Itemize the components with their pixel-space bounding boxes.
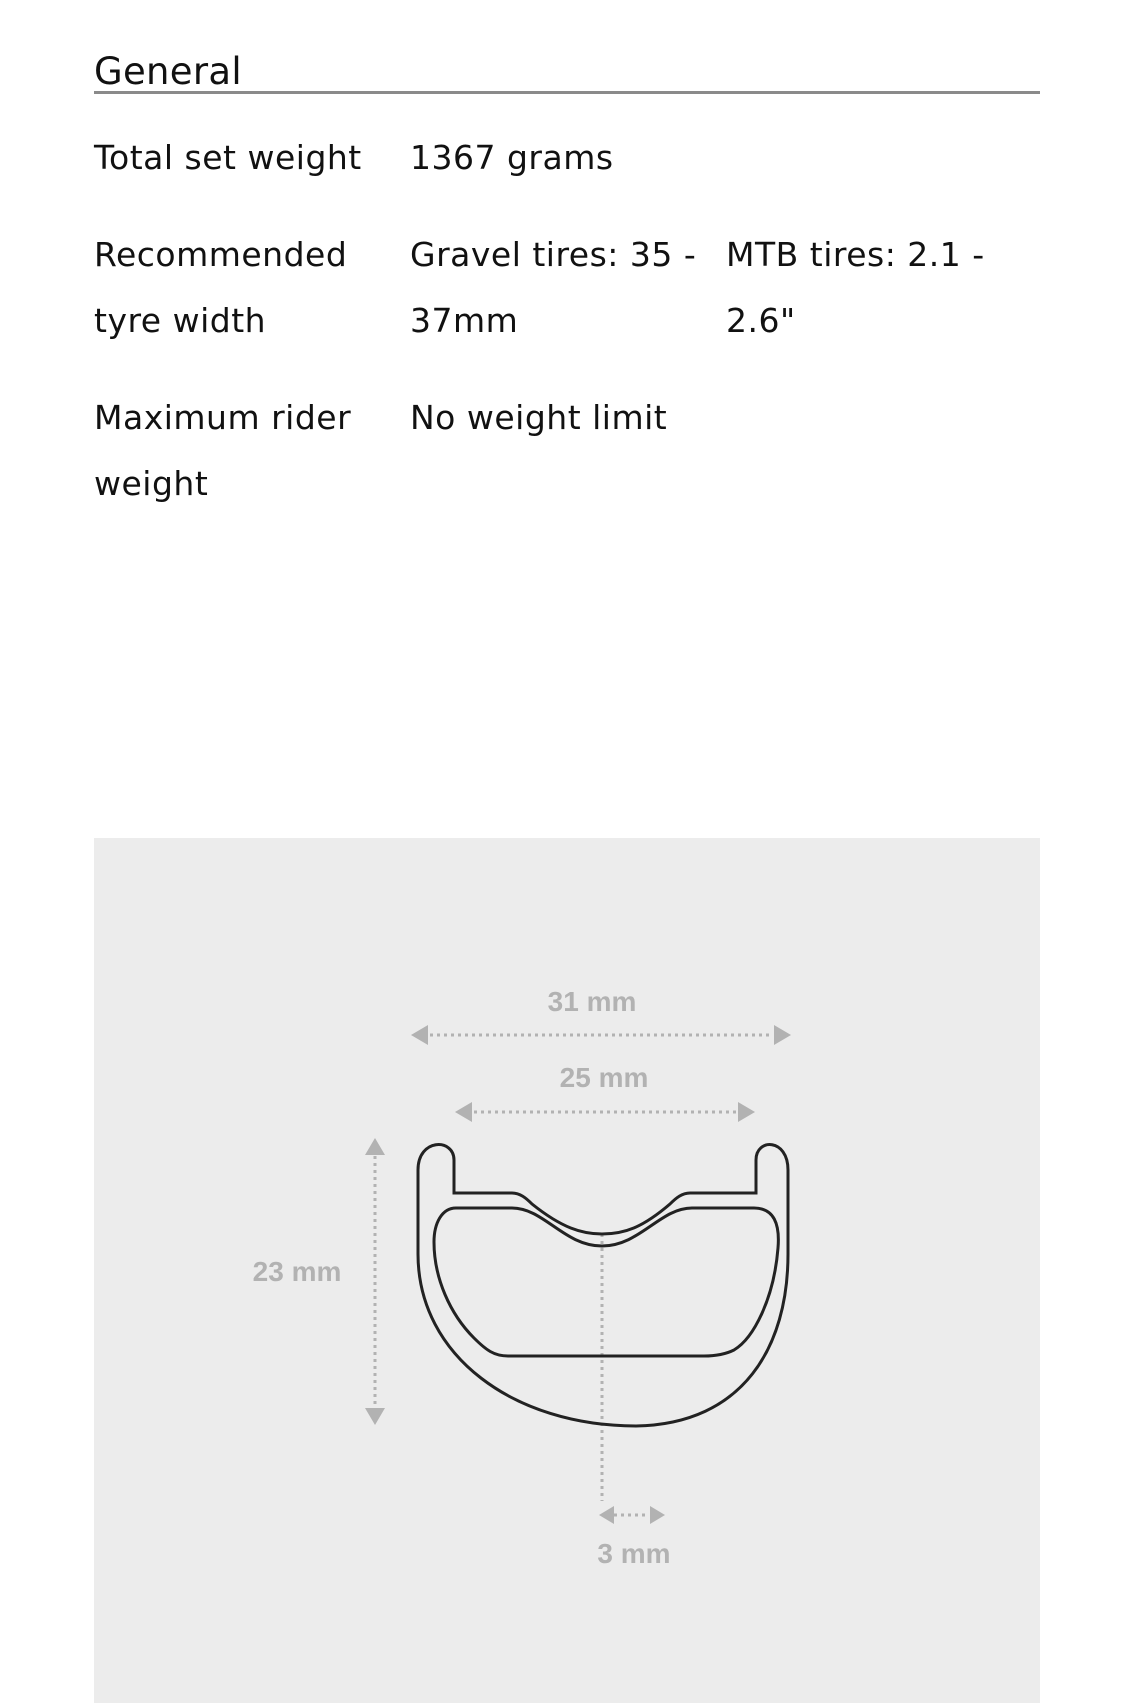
- spec-table: [94, 125, 1040, 548]
- arrow-down-icon: [365, 1408, 385, 1425]
- spec-extra: MTB tires: 2.1 - 2.6": [726, 235, 985, 340]
- spec-label: Recommended tyre width: [94, 235, 348, 340]
- rim-profile-diagram: [94, 838, 1040, 1703]
- section-title: General: [94, 50, 242, 93]
- arrow-left-icon: [455, 1102, 472, 1122]
- spec-row-total-weight: [94, 125, 1040, 191]
- arrow-right-icon: [650, 1506, 665, 1524]
- rim-profile-svg: [94, 838, 1040, 1703]
- spec-extra: [726, 125, 1040, 191]
- offset-label: 3 mm: [597, 1538, 671, 1569]
- rim-height-label: 23 mm: [252, 1256, 342, 1287]
- spec-row-max-rider-weight: [94, 385, 1040, 517]
- spec-value: 1367 grams: [410, 138, 614, 177]
- spec-label: Total set weight: [94, 138, 362, 177]
- spec-value: No weight limit: [410, 398, 668, 437]
- spec-extra: [726, 385, 1040, 517]
- outer-width-label: 31 mm: [547, 986, 637, 1017]
- arrow-right-icon: [774, 1025, 791, 1045]
- spec-value: Gravel tires: 35 - 37mm: [410, 235, 697, 340]
- rim-inner-cavity: [434, 1208, 778, 1356]
- inner-width-label: 25 mm: [559, 1062, 649, 1093]
- section-header: [94, 38, 1040, 94]
- arrow-left-icon: [599, 1506, 614, 1524]
- arrow-up-icon: [365, 1138, 385, 1155]
- arrow-right-icon: [738, 1102, 755, 1122]
- spec-label: Maximum rider weight: [94, 398, 352, 503]
- arrow-left-icon: [411, 1025, 428, 1045]
- spec-row-tyre-width: [94, 222, 1040, 354]
